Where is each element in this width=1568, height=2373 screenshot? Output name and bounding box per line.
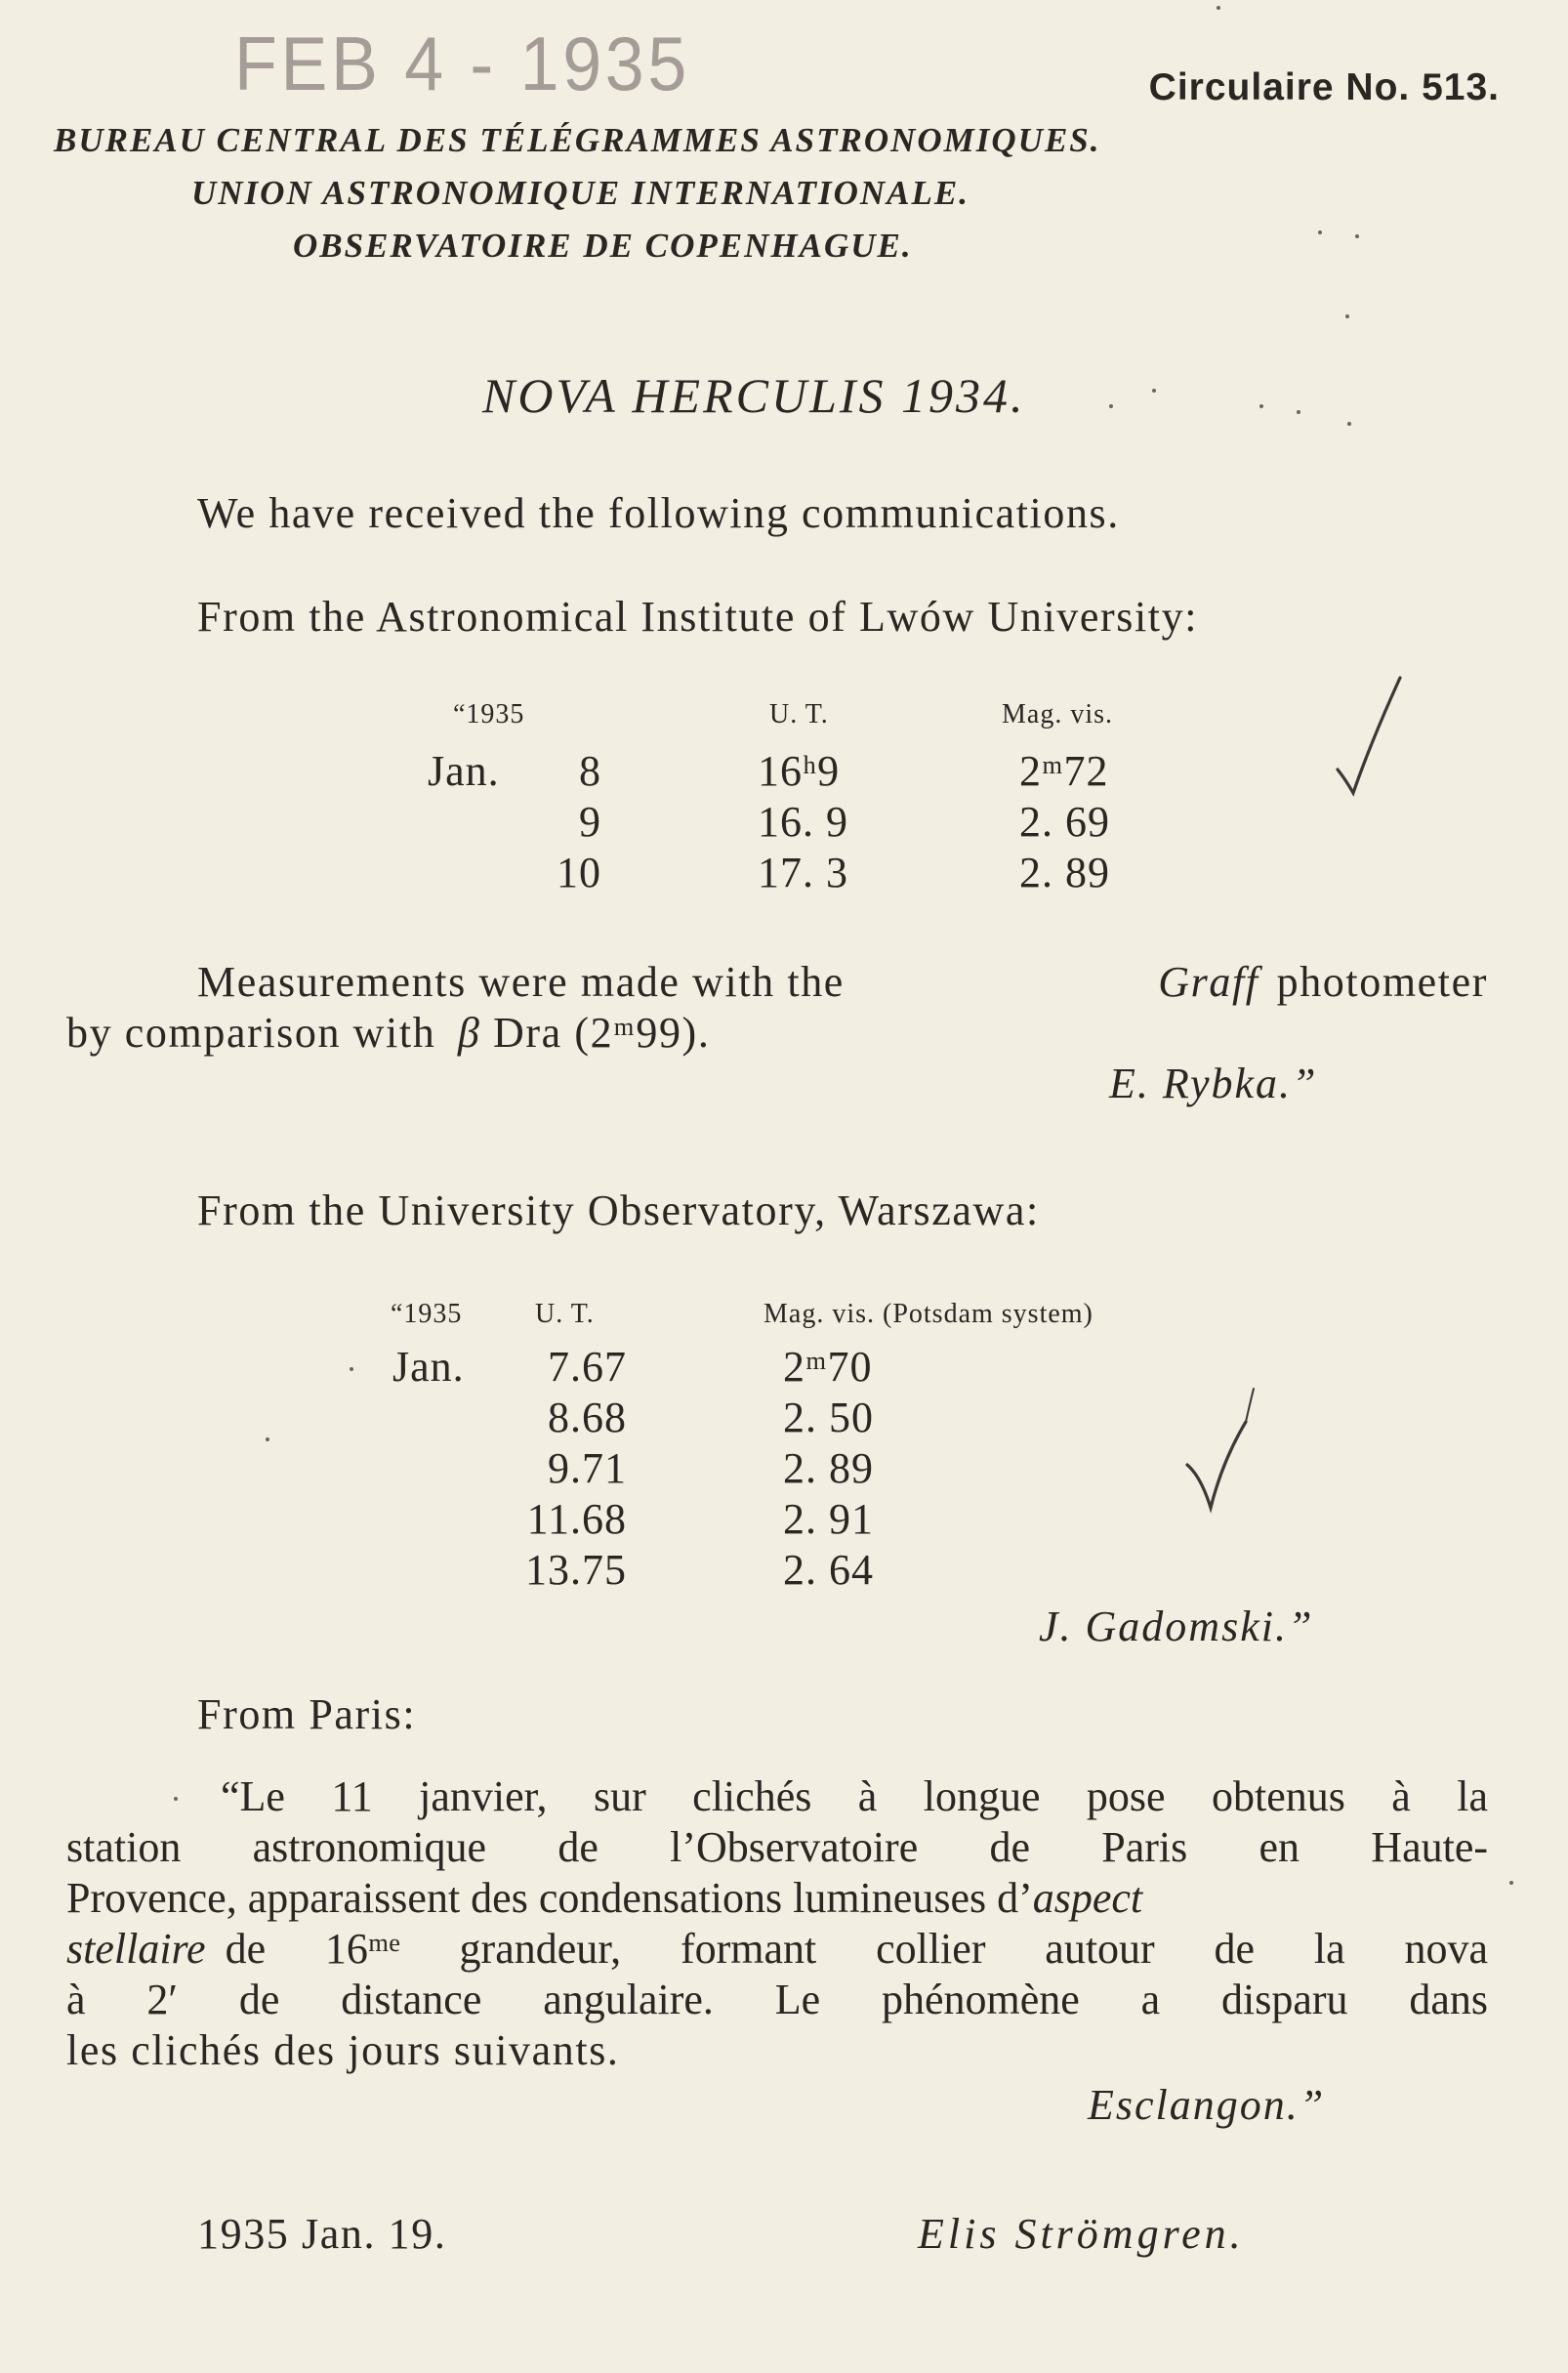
warszawa-ut: 8.68: [548, 1394, 627, 1441]
paris-text: de 16ᵐᵉ grandeur, formant collier autour de la nova: [225, 1925, 1488, 1973]
paris-text: Provence, apparaissent des condensations lumineuses d’: [66, 1874, 1033, 1922]
paper-speck: [266, 1437, 269, 1441]
paper-speck: [1109, 404, 1113, 408]
paper-speck: [1152, 389, 1156, 393]
lwow-ut: 16ʰ9: [758, 747, 841, 795]
warszawa-ut: 13.75: [525, 1546, 627, 1594]
paris-line-4: [66, 1924, 1488, 1975]
lwow-day: 10: [557, 849, 601, 896]
stromgren-signature: Elis Strömgren.: [918, 2210, 1245, 2258]
aspect-term: aspect: [1032, 1874, 1143, 1922]
header-observatory: OBSERVATOIRE DE COPENHAGUE.: [293, 227, 913, 265]
warszawa-col-mag: Mag. vis. (Potsdam system): [763, 1299, 1093, 1329]
lwow-mag: 2ᵐ72: [1019, 747, 1109, 795]
checkmark-icon: [1332, 674, 1410, 801]
lwow-mag: 2. 89: [1019, 849, 1110, 896]
lwow-mag: 2. 69: [1019, 798, 1110, 846]
stellaire-term: stellaire: [66, 1925, 206, 1973]
warszawa-col-year: “1935: [391, 1299, 463, 1329]
paper-speck: [1318, 230, 1322, 234]
paris-heading: From Paris:: [197, 1690, 417, 1738]
paris-line: les clichés des jours suivants.: [66, 2026, 620, 2074]
lwow-note-text: by comparison with: [66, 1009, 436, 1057]
paper-speck: [1297, 410, 1300, 414]
warszawa-mag: 2. 91: [783, 1495, 874, 1543]
warszawa-mag: 2. 89: [783, 1444, 874, 1492]
paper-speck: [1259, 404, 1263, 408]
warszawa-heading: From the University Observatory, Warszawa:: [197, 1186, 1040, 1234]
circular-number: Circulaire No. 513.: [1148, 66, 1500, 108]
header-bureau: BUREAU CENTRAL DES TÉLÉGRAMMES ASTRONOMIQUES.: [54, 121, 1101, 159]
lwow-note-text: Dra (2ᵐ99).: [493, 1009, 711, 1057]
lwow-ut: 16. 9: [758, 798, 848, 846]
paris-line-3: [66, 1873, 1488, 1924]
paris-line: “Le 11 janvier, sur clichés à longue pose obtenus à la: [221, 1772, 1488, 1820]
esclangon-signature: Esclangon.”: [1088, 2081, 1326, 2129]
lwow-note-text: photometer: [1276, 958, 1488, 1006]
beta-symbol: β: [457, 1009, 481, 1057]
lwow-col-year: “1935: [453, 699, 525, 729]
lwow-day: 8: [579, 747, 601, 795]
lwow-note-text: Measurements were made with the: [197, 958, 845, 1006]
issue-date: 1935 Jan. 19.: [197, 2210, 447, 2258]
lwow-ut: 17. 3: [758, 849, 848, 896]
lwow-day: 9: [579, 798, 601, 846]
intro-text: We have received the following communications.: [197, 489, 1120, 537]
warszawa-month: Jan.: [392, 1343, 465, 1391]
warszawa-ut: 11.68: [526, 1495, 627, 1543]
warszawa-mag: 2. 50: [783, 1394, 874, 1441]
paper-speck: [1217, 6, 1220, 10]
paris-line: à 2′ de distance angulaire. Le phénomène a disparu dans: [66, 1976, 1488, 2023]
lwow-note-line2: [66, 1008, 710, 1058]
paper-speck: [174, 1797, 178, 1801]
received-date-stamp: FEB 4 - 1935: [234, 21, 690, 106]
lwow-heading: From the Astronomical Institute of Lwów University:: [197, 593, 1199, 641]
lwow-month: Jan.: [428, 747, 500, 795]
graff-term: Graff: [1158, 958, 1259, 1006]
page-title: NOVA HERCULIS 1934.: [482, 368, 1026, 423]
warszawa-mag: 2ᵐ70: [783, 1343, 873, 1391]
paper-speck: [1509, 1881, 1513, 1885]
warszawa-col-ut: U. T.: [535, 1299, 595, 1329]
warszawa-ut: 9.71: [548, 1444, 627, 1492]
warszawa-ut: 7.67: [548, 1343, 627, 1391]
checkmark-icon: [1181, 1383, 1259, 1520]
header-union: UNION ASTRONOMIQUE INTERNATIONALE.: [191, 174, 970, 212]
lwow-col-mag: Mag. vis.: [1002, 699, 1113, 729]
paper-speck: [350, 1367, 353, 1371]
paris-line: station astronomique de l’Observatoire de Paris en Haute-: [66, 1823, 1488, 1871]
rybka-signature: E. Rybka.”: [1109, 1060, 1318, 1107]
paper-speck: [1345, 314, 1349, 318]
gadomski-signature: J. Gadomski.”: [1039, 1603, 1314, 1650]
lwow-col-ut: U. T.: [769, 699, 829, 729]
lwow-note-line1: [197, 957, 1488, 1007]
warszawa-mag: 2. 64: [783, 1546, 874, 1594]
paper-speck: [1355, 234, 1359, 238]
paper-speck: [1347, 422, 1351, 426]
